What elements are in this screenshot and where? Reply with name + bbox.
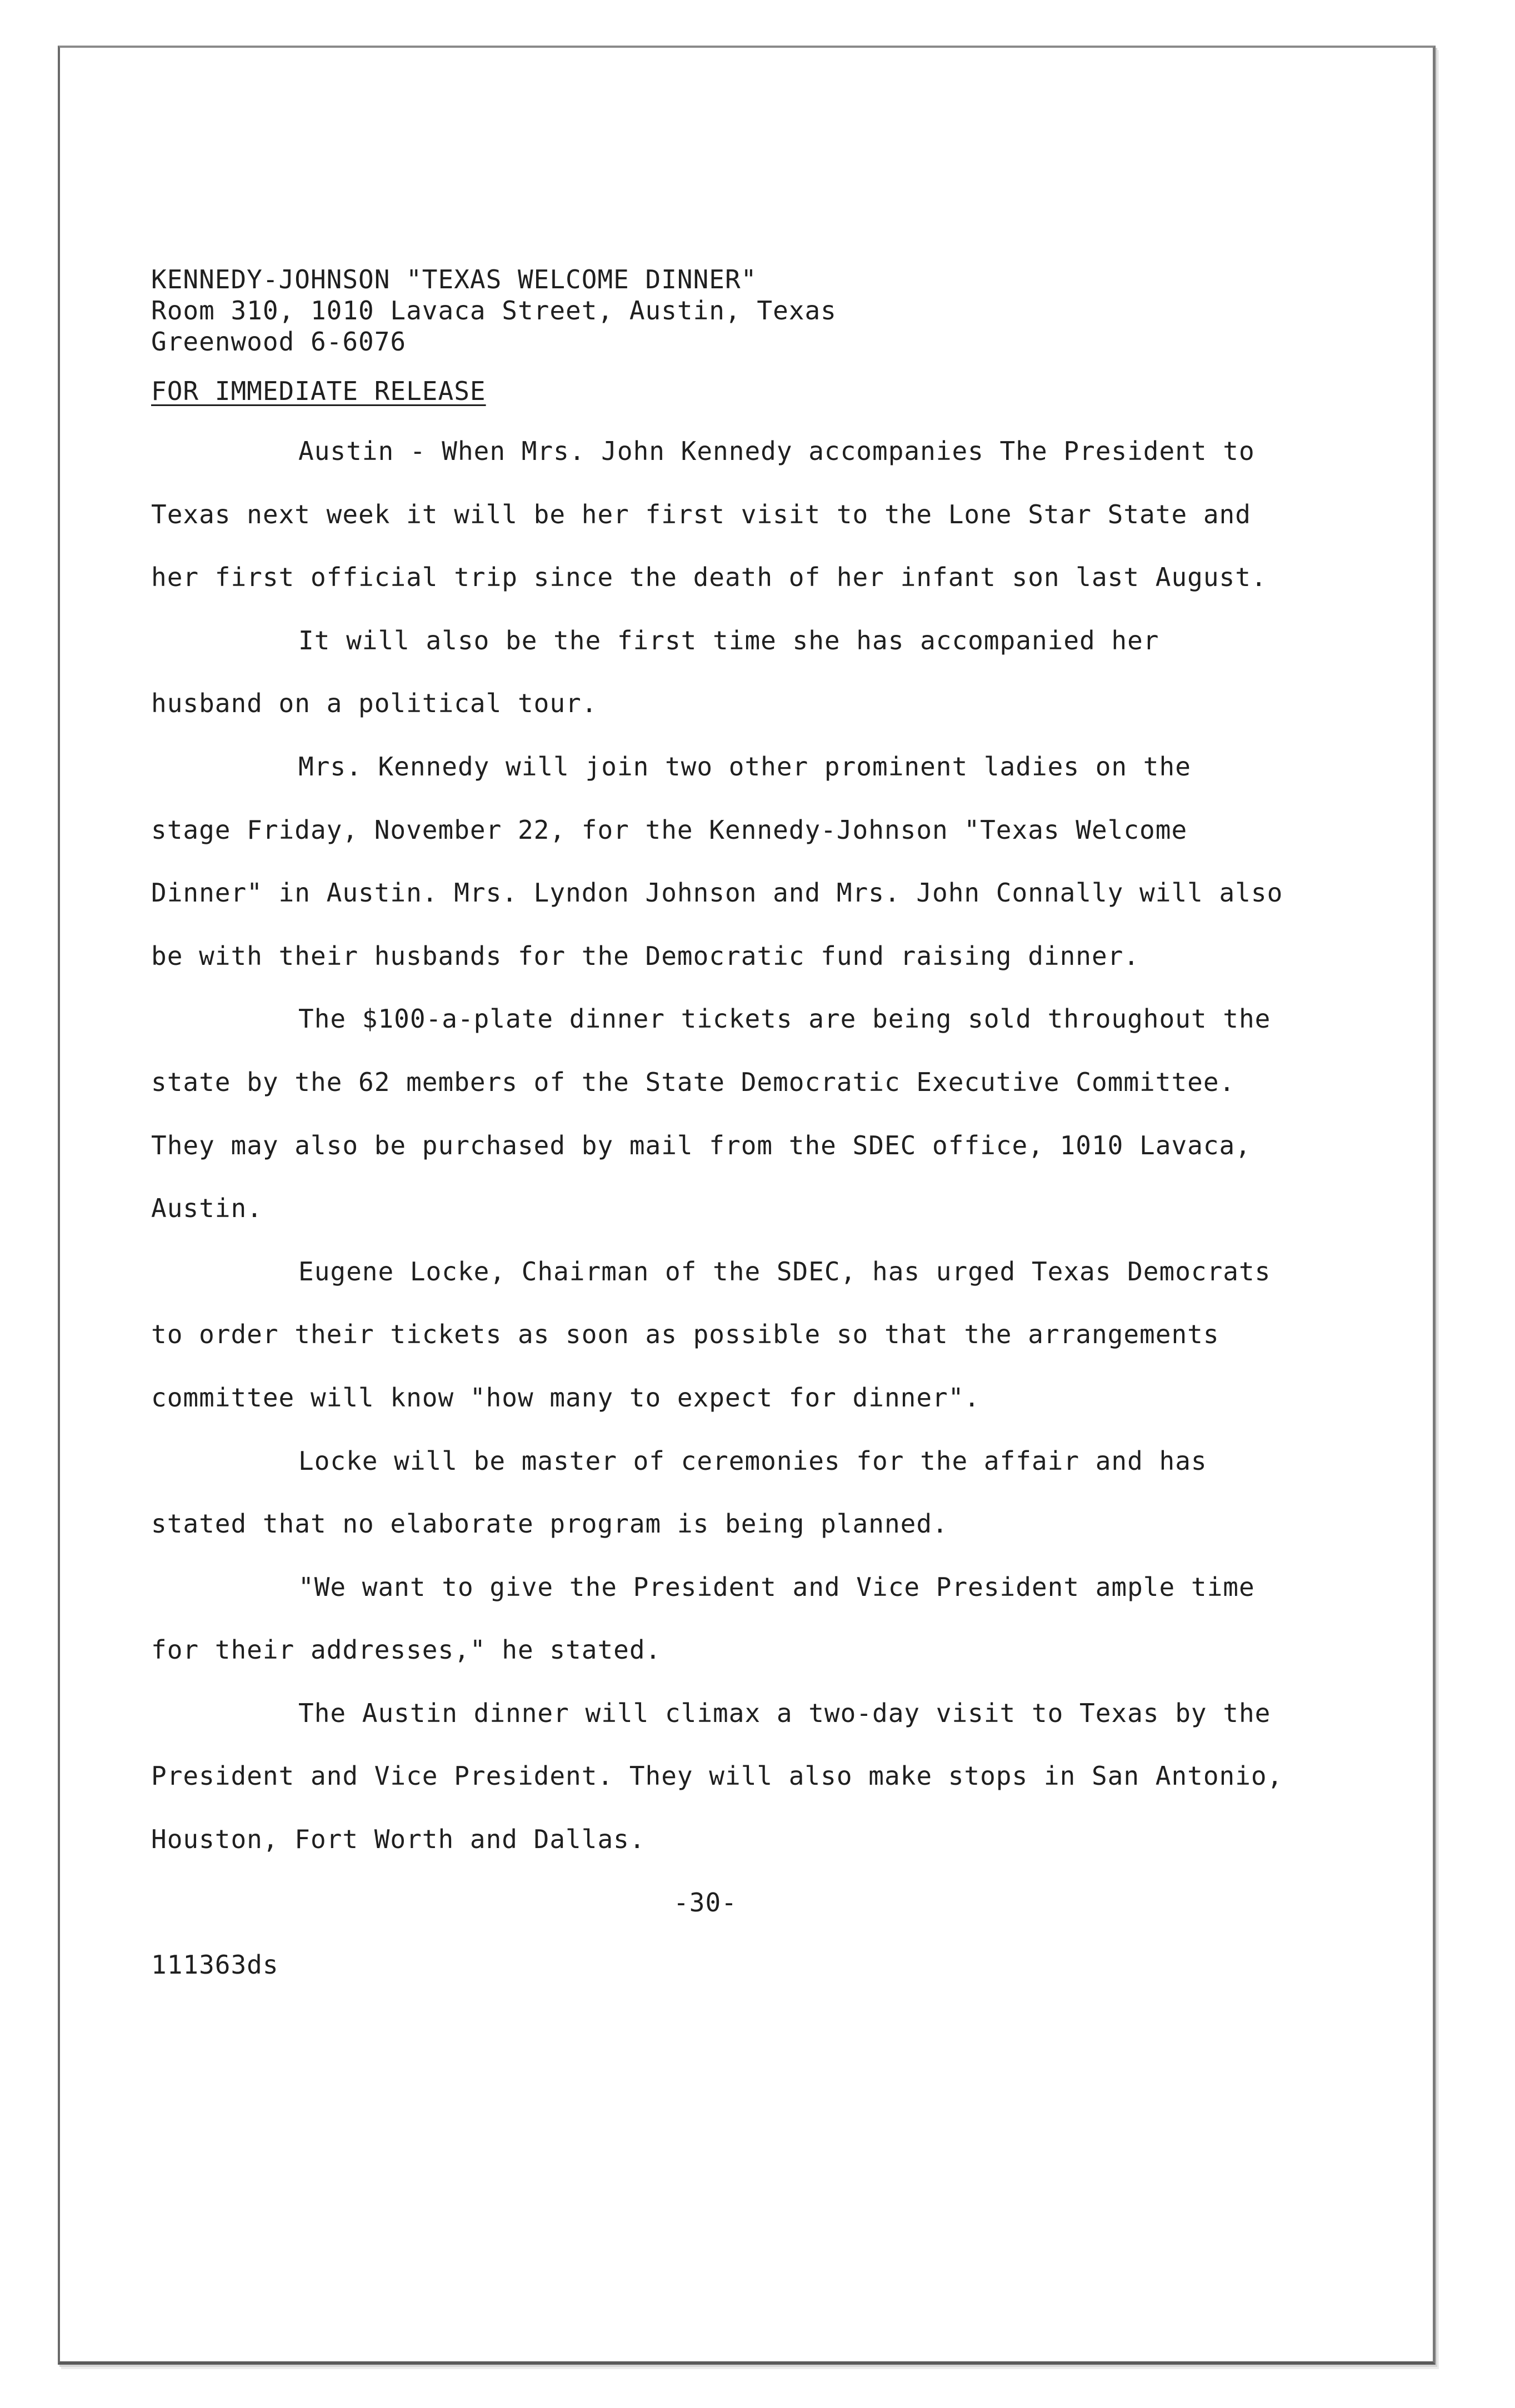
end-mark: -30- bbox=[673, 1887, 737, 1918]
letterhead-address: Room 310, 1010 Lavaca Street, Austin, Texas bbox=[151, 296, 837, 326]
letterhead-phone: Greenwood 6-6076 bbox=[151, 327, 407, 357]
letterhead-title: KENNEDY-JOHNSON "TEXAS WELCOME DINNER" bbox=[151, 264, 757, 294]
paragraph: The Austin dinner will climax a two-day visit to Texas by the President and Vice President. They will also make stops in San Antonio, Houston, Fort Worth and Dallas. bbox=[151, 1698, 1283, 1855]
paragraph: The $100-a-plate dinner tickets are being sold throughout the state by the 62 members of the State Democratic Executive Committee. They may also be purchased by mail from the SDEC office, 1010 Lavaca, Austin. bbox=[151, 1004, 1271, 1224]
document-code: 111363ds bbox=[151, 1949, 279, 1980]
release-body bbox=[151, 420, 1284, 1871]
paragraph: Eugene Locke, Chairman of the SDEC, has urged Texas Democrats to order their tickets as soon as possible so that the arrangements committee will know "how many to expect for dinner". bbox=[151, 1256, 1271, 1413]
press-release bbox=[151, 264, 1284, 1987]
paragraph: Locke will be master of ceremonies for the affair and has stated that no elaborate program is being planned. bbox=[151, 1445, 1207, 1539]
release-label: FOR IMMEDIATE RELEASE bbox=[151, 376, 486, 406]
paragraph: Austin - When Mrs. John Kennedy accompanies The President to Texas next week it will be her first visit to the Lone Star State and her first official trip since the death of her infant son last August. bbox=[151, 436, 1267, 593]
paragraph: Mrs. Kennedy will join two other prominent ladies on the stage Friday, November 22, for the Kennedy-Johnson "Texas Welcome Dinner" in Austin. Mrs. Lyndon Johnson and Mrs. John Connally will also be with their husbands for the Democratic fund raising dinner. bbox=[151, 751, 1283, 971]
paragraph: "We want to give the President and Vice President ample time for their addresses," he stated. bbox=[151, 1571, 1255, 1665]
paragraph: It will also be the first time she has accompanied her husband on a political tour. bbox=[151, 625, 1159, 719]
